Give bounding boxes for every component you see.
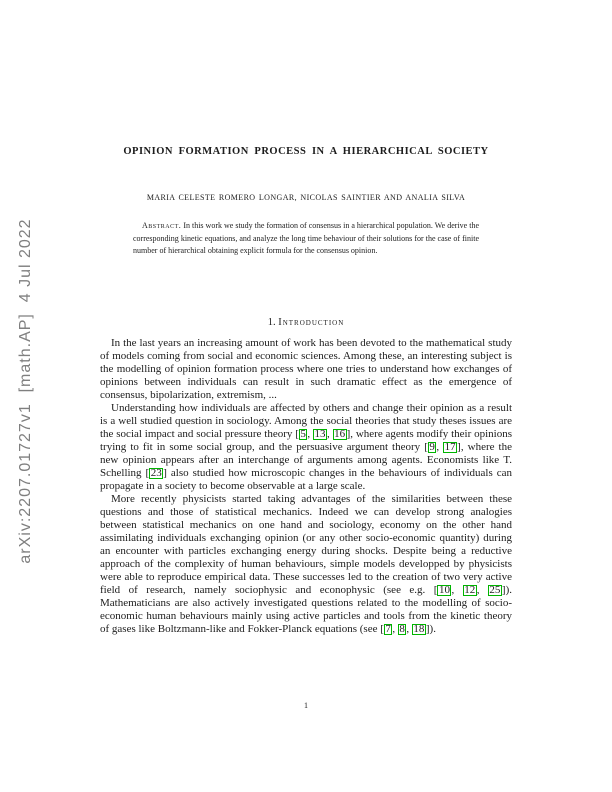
section-title: Introduction <box>278 317 345 328</box>
paragraph: More recently physicists started taking advantages of the similarities between these questions and those of statistical mechanics. Indeed we can develop strong analogies between statistical mechanics on one hand and sociology, economy on the other hand assimilating individuals exchanging opinion (or any other socio-economic quantity) during an encounter with particles exchanging energy during shocks. Despite being a reductive approach of the complexity of human behaviours, simple models developped by physicists were able to reproduce empirical data. These successes led to the creation of two very active field of research, namely sociophysic and econophysic (see e.g. [ 10 , 12 , 25 ]). Mathematicians are also actively investigated questions related to the modelling of socio-economic human behaviours mainly using active particles and tools from the kinetic theory of gases like Boltzmann-like and Fokker-Planck equations (see [ 7 , 8 , 18 ]). <box>100 493 512 635</box>
abstract-text: In this work we study the formation of consensus in a hierarchical population. We derive the corresponding kinetic equations, and analyze the long time behaviour of their solutions for the case of finite number of hierarchical obtaining explicit formula for the consensus opinion. <box>133 221 480 256</box>
section-number: 1. <box>267 317 276 328</box>
arxiv-watermark: arXiv:2207.01727v1 [math.AP] 4 Jul 2022 <box>17 218 34 564</box>
page-number: 1 <box>304 701 308 710</box>
citation-link[interactable]: 18 <box>413 623 425 635</box>
citation-link[interactable]: 7 <box>385 623 391 635</box>
paper-authors: MARIA CELESTE ROMERO LONGAR, NICOLAS SAINTIER AND ANALIA SILVA <box>146 193 466 202</box>
citation-link[interactable]: 5 <box>300 428 306 440</box>
citation-link[interactable]: 23 <box>150 467 162 479</box>
citation-link[interactable]: 12 <box>464 584 476 596</box>
citation-link[interactable]: 16 <box>334 428 346 440</box>
citation-link[interactable]: 13 <box>314 428 326 440</box>
citation-link[interactable]: 9 <box>429 441 435 453</box>
citation-link[interactable]: 17 <box>444 441 456 453</box>
abstract-block <box>133 220 479 258</box>
paper-title: OPINION FORMATION PROCESS IN A HIERARCHICAL SOCIETY <box>123 146 489 157</box>
abstract-label: Abstract. <box>142 221 182 230</box>
citation-link[interactable]: 10 <box>438 584 450 596</box>
citation-link[interactable]: 25 <box>489 584 501 596</box>
paper-body <box>100 337 512 636</box>
citation-link[interactable]: 8 <box>399 623 405 635</box>
paragraph: In the last years an increasing amount of work has been devoted to the mathematical study of models coming from social and economic sciences. Among these, an interesting subject is the modelling of opinion formation process where one tries to understand how exchanges of opinions between individuals can result in such dramatic effect as the emergence of consensus, bipolarization, extremism, ... <box>100 337 512 401</box>
section-heading <box>0 317 612 328</box>
paragraph: Understanding how individuals are affected by others and change their opinion as a result is a well studied question in sociology. Among the social theories that study theses issues are the social impact and social pressure theory [ 5 , 13 , 16 ], where agents modify their opinions trying to fit in some social group, and the persuasive argument theory [ 9 , 17 ], where the new opinion appears after an interchange of arguments among agents. Economists like T. Schelling [ 23 ] also studied how microscopic changes in the behaviours of individuals can propagate in a society to become observable at a large scale. <box>100 402 512 492</box>
